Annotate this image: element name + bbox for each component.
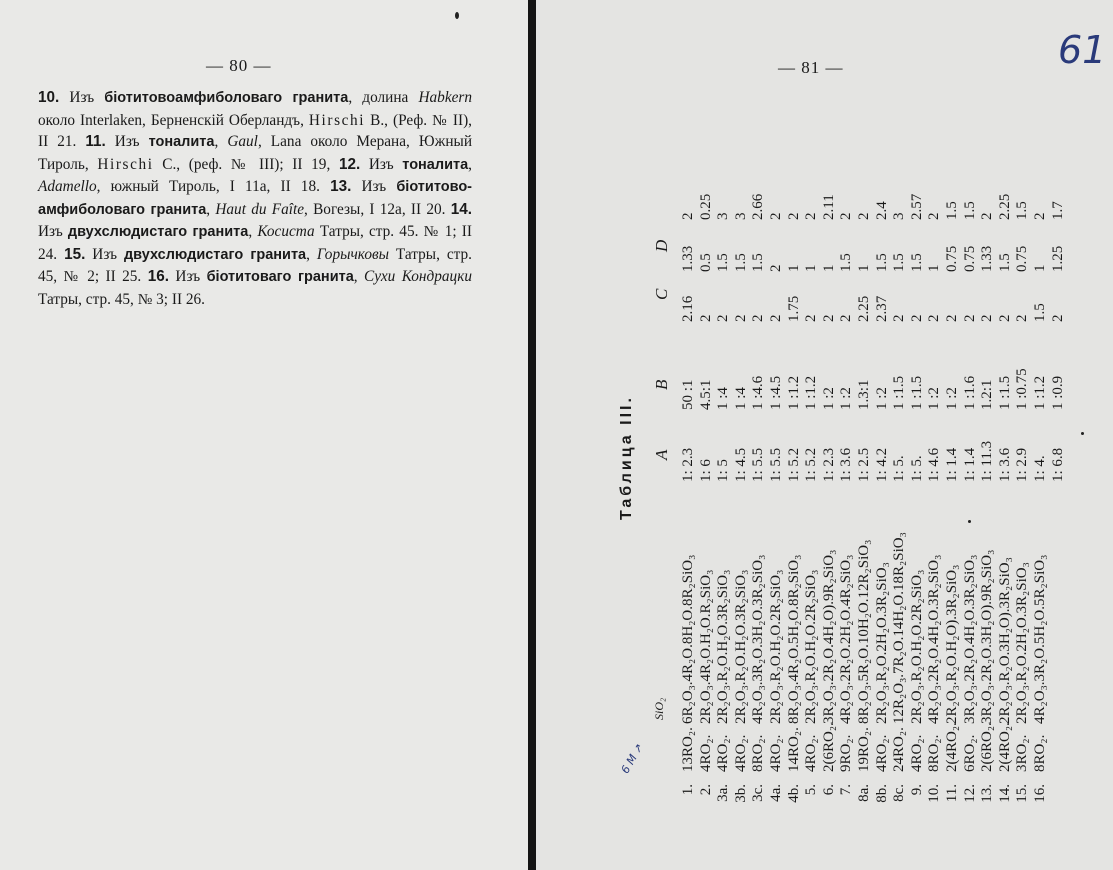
col-b-cell: 1 :2: [944, 387, 960, 410]
locality-name: Горычковы: [316, 245, 389, 263]
formula-cell: 4R₂O₃.3R₂O.5H₂O.5R₂SiO₃: [1032, 554, 1048, 724]
text-run: Изъ: [360, 155, 403, 173]
col-e-cell: 2.25: [996, 193, 1013, 220]
formula-cell: 2R₂O₃.4R₂O.H₂O.R₂SiO₃: [697, 569, 714, 724]
col-c-cell: 2: [750, 314, 767, 322]
col-d-cell: 0.5: [697, 253, 714, 272]
col-a-cell: 1: 2.5: [856, 447, 872, 482]
entry-number: 10.: [38, 89, 60, 106]
formula-cell: 8R₂O₃.5R₂O.10H₂O.12R₂SiO₃: [856, 539, 872, 724]
col-d-cell: 1.5: [873, 253, 890, 272]
col-d-cell: 1.5: [732, 253, 749, 272]
text-run: Изъ: [85, 245, 124, 263]
col-a-cell: 1: 4.5: [732, 447, 749, 482]
text-run: ,: [306, 245, 317, 263]
sio2-cell: 8RO₂.: [1032, 734, 1048, 772]
text-run: около Interlaken, Берненскій Оберландъ,: [38, 111, 309, 129]
text-run: ,: [206, 200, 216, 218]
sio2-cell: 8RO₂.: [750, 734, 767, 772]
col-d-cell: 1: [820, 264, 837, 272]
row-number: 13.: [979, 784, 996, 803]
locality-name: Gaul: [227, 133, 258, 150]
row-number: 7.: [838, 784, 855, 796]
table-row: [698, 60, 715, 820]
col-c-cell: 2: [961, 314, 978, 322]
formula-cell: 2R₂O₃.R₂O.H₂O.3R₂SiO₃: [732, 569, 749, 724]
table-row: [997, 60, 1014, 820]
formula-cell: 8R₂O₃.4R₂O.5H₂O.8R₂SiO₃: [785, 554, 802, 724]
col-e-cell: 1.5: [1014, 201, 1031, 220]
table-row: [680, 60, 697, 820]
row-number: 8b.: [873, 784, 890, 803]
sio2-cell: 2(6RO₂.: [979, 722, 996, 772]
sio2-column-label: SiO₂: [652, 697, 666, 720]
col-a-cell: 1: 5.: [891, 455, 908, 482]
col-b-cell: 1 :2: [926, 387, 943, 410]
col-e-cell: 2: [979, 212, 996, 220]
col-a-cell: 1: 2.3: [820, 447, 837, 482]
col-e-cell: 1.5: [944, 201, 960, 220]
col-d-cell: 1.5: [750, 253, 767, 272]
col-a-cell: 1: 2.3: [680, 447, 696, 482]
col-d-cell: 1: [926, 264, 943, 272]
locality-name: Косиста: [257, 223, 315, 240]
col-d-cell: 1: [1032, 264, 1048, 272]
col-c-cell: 1.5: [1032, 303, 1048, 322]
rock-name: двухслюдистаго гранита: [67, 224, 249, 240]
text-run: Татры, стр. 45, № 2; II 25.: [38, 245, 472, 285]
table-row: [909, 60, 926, 820]
text-run: ,: [353, 268, 365, 285]
print-speck: [968, 520, 971, 523]
col-b-cell: 1 :1.5: [996, 375, 1013, 410]
col-b-cell: 4.5:1: [697, 379, 714, 410]
row-number: 8c.: [891, 784, 908, 802]
body-paragraph: [38, 87, 472, 310]
col-c-cell: 2: [820, 314, 837, 322]
table-row: [874, 60, 891, 820]
text-run: Изъ: [59, 89, 105, 106]
sio2-cell: 4RO₂.: [715, 734, 732, 772]
col-c-cell: 2: [803, 314, 820, 322]
col-b-cell: 1 :1.2: [1032, 375, 1048, 410]
sio2-cell: 4RO₂.: [768, 734, 784, 772]
formula-cell: 4R₂O₃.2R₂O.2H₂O.4R₂SiO₃: [838, 554, 855, 724]
locality-name: Adamello: [38, 178, 97, 195]
col-b-cell: 1 :4: [715, 387, 732, 410]
col-e-cell: 3: [732, 212, 749, 220]
col-d-cell: 1.5: [908, 253, 925, 272]
text-run: ,: [468, 155, 472, 173]
row-number: 10.: [926, 784, 943, 803]
table-row: [821, 60, 838, 820]
row-number: 3b.: [732, 784, 749, 803]
col-b-cell: 1 :4: [732, 387, 749, 410]
table-row: [803, 60, 820, 820]
col-b-cell: 1 :1.5: [908, 375, 925, 410]
formula-cell: 2R₂O₃.R₂O.H₂O).3R₂SiO₃: [944, 564, 960, 724]
col-d-cell: 0.75: [944, 245, 960, 272]
text-run: ,: [248, 223, 258, 240]
formula-cell: 3R₂O₃.2R₂O.4H₂O).9R₂SiO₃: [820, 549, 837, 724]
rock-name: біотитоваго гранита: [206, 269, 354, 285]
col-a-cell: 1: 2.9: [1014, 447, 1031, 482]
formula-cell: 3R₂O₃.2R₂O.4H₂O.3R₂SiO₃: [961, 554, 978, 724]
col-b-cell: 1 :1.2: [785, 375, 802, 410]
col-d-cell: 1.33: [979, 245, 996, 272]
table-iii: [612, 60, 1082, 820]
col-a-cell: 1: 5.2: [803, 447, 820, 482]
col-e-cell: 3: [715, 212, 732, 220]
col-e-cell: 2: [785, 212, 802, 220]
table-row: [926, 60, 943, 820]
col-e-cell: 2.57: [908, 193, 925, 220]
text-run: В., (Реф. № II), II 21.: [38, 111, 472, 150]
col-c-cell: 2: [996, 314, 1013, 322]
text-run: , Lana около Мерана, Южный Тироль,: [38, 133, 473, 173]
col-e-cell: 2: [926, 212, 943, 220]
formula-cell: 12R₂O₃.7R₂O.14H₂O.18R₂SiO₃: [891, 532, 908, 724]
table-row: [944, 60, 961, 820]
entry-number: 12.: [338, 155, 361, 173]
col-d-cell: 0.75: [961, 245, 978, 272]
rock-name: біотитовоамфиболоваго гранита: [104, 90, 349, 106]
sio2-cell: 13RO₂.: [680, 727, 696, 772]
col-e-cell: 2: [1032, 212, 1048, 220]
table-row: [768, 60, 785, 820]
col-b-cell: 50 :1: [680, 379, 696, 410]
locality-name: Habkern: [418, 89, 472, 106]
book-gutter: [528, 0, 536, 870]
page-number: — 81 —: [778, 58, 844, 77]
handwritten-margin-note: 6 M ↗: [618, 741, 647, 776]
col-e-cell: 2: [803, 212, 820, 220]
row-number: 4a.: [768, 784, 784, 802]
row-number: 5.: [803, 784, 820, 796]
formula-cell: 2R₂O₃.R₂O.3H₂O).3R₂SiO₃: [996, 557, 1013, 724]
sio2-cell: 4RO₂.: [908, 734, 925, 772]
col-a-cell: 1: 5: [715, 459, 732, 482]
text-run: Изъ: [105, 133, 149, 150]
sio2-cell: 6RO₂.: [961, 734, 978, 772]
sio2-cell: 9RO₂.: [838, 734, 855, 772]
col-e-cell: 2: [838, 212, 855, 220]
row-number: 4b.: [785, 784, 802, 803]
table-row: [1032, 60, 1049, 820]
col-b-cell: 1 :2: [838, 387, 855, 410]
header-a: A: [652, 449, 671, 460]
formula-cell: 2R₂O₃.R₂O.2H₂O.3R₂SiO₃: [873, 562, 890, 724]
table-row: [979, 60, 996, 820]
col-b-cell: 1 :2: [820, 387, 837, 410]
col-e-cell: 2: [768, 212, 784, 220]
rock-name: двухслюдистаго гранита: [123, 246, 307, 263]
sio2-cell: 24RO₂.: [891, 727, 908, 772]
col-d-cell: 1.5: [715, 253, 732, 272]
handwritten-page-note: 61: [1058, 28, 1107, 72]
table-row: [962, 60, 979, 820]
entry-number: 13.: [330, 178, 352, 195]
sio2-cell: 4RO₂.: [732, 734, 749, 772]
header-c: C: [652, 288, 671, 300]
row-number: 16.: [1032, 784, 1048, 803]
row-number: 1.: [680, 784, 696, 796]
text-run: , долина: [348, 89, 419, 106]
col-c-cell: 2: [697, 314, 714, 322]
col-d-cell: 0.75: [1014, 245, 1031, 272]
formula-cell: 2R₂O₃.R₂O.H₂O.3R₂SiO₃: [715, 569, 732, 724]
rock-name: біотитово-амфиболоваго гранита: [38, 179, 472, 218]
text-run: , Вогезы, I 12а, II 20.: [304, 200, 451, 218]
formula-cell: 2R₂O₃.R₂O.H₂O.2R₂SiO₃: [768, 569, 784, 724]
sio2-cell: 14RO₂.: [785, 727, 802, 772]
author-name: Hirschi: [308, 111, 366, 129]
col-a-cell: 1: 6.8: [1049, 447, 1066, 482]
sio2-cell: 4RO₂.: [803, 734, 820, 772]
sio2-cell: 2(4RO₂.: [944, 722, 960, 772]
formula-cell: 2R₂O₃.R₂O.2H₂O.3R₂SiO₃: [1014, 562, 1031, 724]
text-run: Татры, стр. 45, № 3; II 26.: [38, 290, 205, 308]
col-a-cell: 1: 6: [697, 459, 714, 482]
col-b-cell: 1 :1.5: [891, 375, 908, 410]
rock-name: тоналита: [402, 156, 469, 173]
row-number: 12.: [961, 784, 978, 803]
col-a-cell: 1: 5.5: [768, 447, 784, 482]
col-d-cell: 1: [856, 264, 872, 272]
table-row: [891, 60, 908, 820]
author-name: Hirschi: [97, 155, 154, 173]
table-row: [1050, 60, 1067, 820]
table-row: [715, 60, 732, 820]
col-c-cell: 1.75: [785, 295, 802, 322]
col-a-cell: 1: 1.4: [944, 447, 960, 482]
header-d: D: [652, 239, 671, 252]
col-c-cell: 2: [891, 314, 908, 322]
row-number: 8a.: [856, 784, 872, 802]
locality-name: Сухи Кондрацки: [364, 268, 473, 285]
col-c-cell: 2.16: [680, 295, 696, 322]
print-speck: [1081, 432, 1084, 435]
col-b-cell: 1 :0.75: [1014, 368, 1031, 410]
col-c-cell: 2: [1049, 314, 1066, 322]
col-e-cell: 2: [856, 212, 872, 220]
sio2-cell: 4RO₂.: [697, 734, 714, 772]
col-c-cell: 2: [768, 314, 784, 322]
text-run: С., (реф. № III); II 19,: [153, 155, 339, 173]
locality-name: Haut du Faîte: [215, 200, 305, 218]
entry-number: 16.: [147, 268, 169, 285]
col-c-cell: 2.25: [856, 295, 872, 322]
col-e-cell: 2.11: [820, 194, 837, 220]
text-run: Изъ: [168, 268, 207, 285]
col-a-cell: 1: 1.4: [961, 447, 978, 482]
col-b-cell: 1 :4.5: [768, 375, 784, 410]
col-a-cell: 1: 5.5: [750, 447, 767, 482]
sio2-cell: 2(4RO₂.: [996, 722, 1013, 772]
col-a-cell: 1: 5.2: [785, 447, 802, 482]
col-a-cell: 1: 4.2: [873, 447, 890, 482]
col-d-cell: 1.5: [838, 253, 855, 272]
col-d-cell: 2: [768, 264, 784, 272]
col-b-cell: 1 :1.6: [961, 375, 978, 410]
col-e-cell: 0.25: [697, 193, 714, 220]
col-d-cell: 1.33: [680, 245, 696, 272]
col-a-cell: 1: 3.6: [838, 447, 855, 482]
row-number: 3c.: [750, 784, 767, 802]
row-number: 6.: [820, 784, 837, 796]
col-b-cell: 1 :1.2: [803, 375, 820, 410]
col-a-cell: 1: 3.6: [996, 447, 1013, 482]
row-number: 2.: [697, 784, 714, 796]
table-title: Таблица III.: [618, 395, 635, 520]
print-speck: [455, 12, 459, 19]
table-row: [786, 60, 803, 820]
formula-cell: 3R₂O₃.2R₂O.3H₂O).9R₂SiO₃: [979, 549, 996, 724]
col-c-cell: 2.37: [873, 295, 890, 322]
text-run: Татры, стр. 45. № 1; II 24.: [38, 223, 472, 263]
col-c-cell: 2: [732, 314, 749, 322]
row-number: 14.: [996, 784, 1013, 803]
col-d-cell: 1.5: [891, 253, 908, 272]
col-e-cell: 2.66: [750, 193, 767, 220]
col-b-cell: 1 :2: [873, 387, 890, 410]
formula-cell: 4R₂O₃.3R₂O.3H₂O.3R₂SiO₃: [750, 554, 767, 724]
formula-cell: 2R₂O₃.R₂O.H₂O.2R₂SiO₃: [803, 569, 820, 724]
row-number: 3a.: [715, 784, 732, 802]
col-c-cell: 2: [908, 314, 925, 322]
formula-cell: 4R₂O₃.2R₂O.4H₂O.3R₂SiO₃: [926, 554, 943, 724]
col-c-cell: 2: [1014, 314, 1031, 322]
formula-cell: 2R₂O₃.R₂O.H₂O.2R₂SiO₃: [908, 569, 925, 724]
entry-number: 11.: [85, 133, 106, 150]
col-c-cell: 2: [838, 314, 855, 322]
row-number: 9.: [908, 784, 925, 796]
sio2-cell: 19RO₂.: [856, 727, 872, 772]
page-number: — 80 —: [206, 56, 272, 75]
entry-number: 14.: [450, 200, 472, 218]
row-number: 11.: [944, 784, 960, 803]
right-page: [536, 0, 1113, 870]
col-a-cell: 1: 4.: [1032, 455, 1048, 482]
left-page: [0, 0, 528, 870]
col-e-cell: 3: [891, 212, 908, 220]
formula-cell: 6R₂O₃.4R₂O.8H₂O.8R₂SiO₃: [680, 554, 696, 724]
col-e-cell: 2.4: [873, 201, 890, 220]
row-number: 15.: [1014, 784, 1031, 803]
col-c-cell: 2: [715, 314, 732, 322]
col-c-cell: 2: [979, 314, 996, 322]
col-a-cell: 1: 5.: [908, 455, 925, 482]
col-d-cell: 1: [803, 264, 820, 272]
col-c-cell: 2: [944, 314, 960, 322]
entry-number: 15.: [64, 245, 86, 263]
col-a-cell: 1: 4.6: [926, 447, 943, 482]
sio2-cell: 2(6RO₂.: [820, 722, 837, 772]
sio2-cell: 4RO₂.: [873, 734, 890, 772]
text-run: Изъ: [38, 223, 68, 240]
sio2-cell: 8RO₂.: [926, 734, 943, 772]
table-row: [856, 60, 873, 820]
text-run: , южный Тироль, I 11а, II 18.: [96, 178, 331, 195]
table-row: [1014, 60, 1031, 820]
col-d-cell: 1.5: [996, 253, 1013, 272]
sio2-cell: 3RO₂.: [1014, 734, 1031, 772]
col-b-cell: 1 :0.9: [1049, 375, 1066, 410]
text-run: Изъ: [351, 178, 397, 195]
col-d-cell: 1.25: [1049, 245, 1066, 272]
rock-name: тоналита: [148, 134, 215, 150]
col-b-cell: 1.3:1: [856, 379, 872, 410]
col-a-cell: 1: 11.3: [979, 440, 996, 482]
col-c-cell: 2: [926, 314, 943, 322]
col-e-cell: 1.5: [961, 201, 978, 220]
table-row: [750, 60, 767, 820]
col-b-cell: 1 :4.6: [750, 375, 767, 410]
col-e-cell: 1.7: [1049, 201, 1066, 220]
text-run: ,: [214, 133, 228, 150]
table-row: [838, 60, 855, 820]
col-e-cell: 2: [680, 212, 696, 220]
col-b-cell: 1.2:1: [979, 379, 996, 410]
header-b: B: [652, 379, 671, 390]
col-d-cell: 1: [785, 264, 802, 272]
rotated-table-frame: [612, 60, 1082, 820]
table-row: [733, 60, 750, 820]
